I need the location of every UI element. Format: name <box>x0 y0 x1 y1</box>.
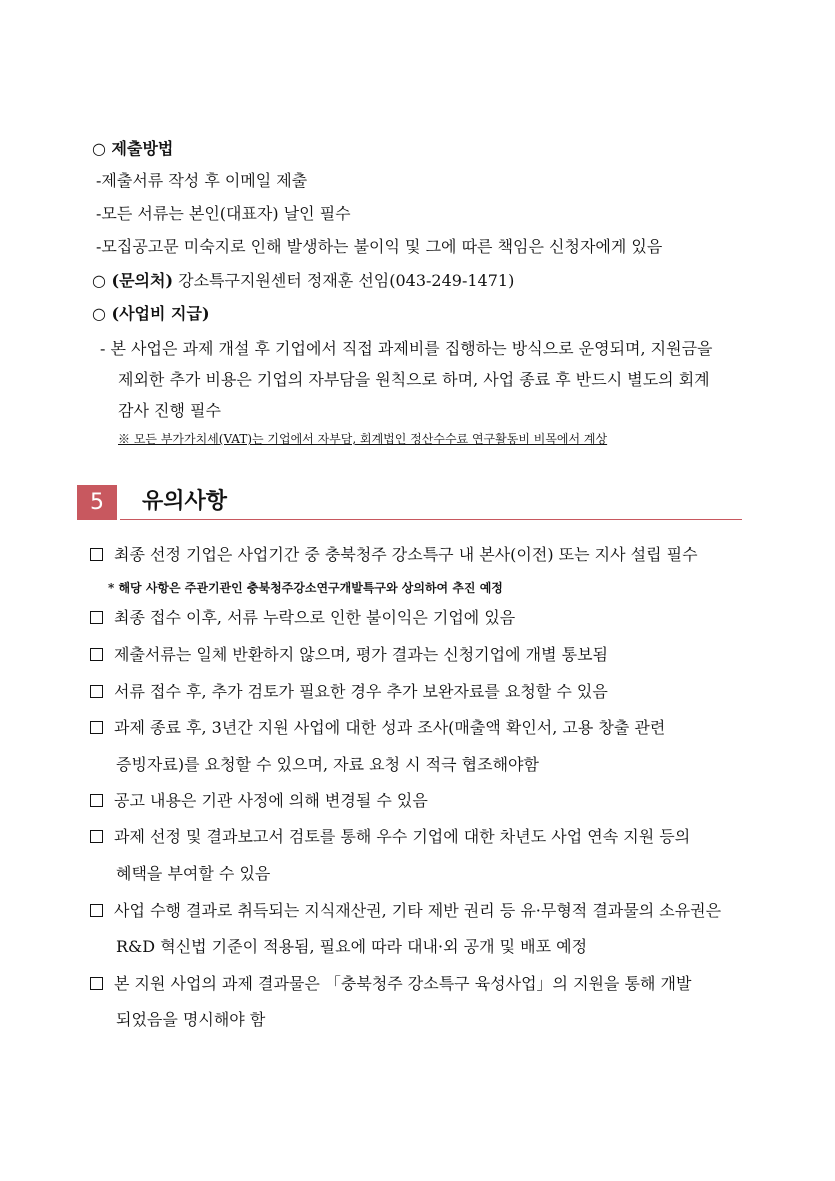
notice-item <box>90 973 691 995</box>
notice-item <box>90 607 515 629</box>
funding-line: - 본 사업은 과제 개설 후 기업에서 직접 과제비를 집행하는 방식으로 운영되며, 지원금을 <box>100 339 713 358</box>
notice-text: 과제 선정 및 결과보고서 검토를 통해 우수 기업에 대한 차년도 사업 연속 지원 등의 <box>114 827 691 846</box>
notice-item <box>90 681 608 703</box>
notice-item <box>90 826 690 848</box>
checkbox-icon <box>90 721 103 734</box>
submission-heading: ○ 제출방법 <box>92 139 174 158</box>
notice-text: 제출서류는 일체 반환하지 않으며, 평가 결과는 신청기업에 개별 통보됨 <box>114 645 608 664</box>
checkbox-icon <box>90 830 103 843</box>
checkbox-icon <box>90 548 103 561</box>
checkbox-icon <box>90 685 103 698</box>
notice-continuation: 혜택을 부여할 수 있음 <box>116 864 271 883</box>
funding-heading: ○ (사업비 지급) <box>92 304 210 323</box>
checkbox-icon <box>90 904 103 917</box>
funding-line: 제외한 추가 비용은 기업의 자부담을 원칙으로 하며, 사업 종료 후 반드시 별도의 회계 <box>118 370 710 389</box>
notice-text: 과제 종료 후, 3년간 지원 사업에 대한 성과 조사(매출액 확인서, 고용 창출 관련 <box>114 718 666 737</box>
notice-text: 본 지원 사업의 과제 결과물은 「충북청주 강소특구 육성사업」의 지원을 통해 개발 <box>114 974 692 993</box>
notice-item <box>90 790 428 812</box>
checkbox-icon <box>90 611 103 624</box>
contact-line <box>92 270 514 292</box>
notice-text: 최종 선정 기업은 사업기간 중 충북청주 강소특구 내 본사(이전) 또는 지사 설립 필수 <box>114 545 698 564</box>
funding-note: ※ 모든 부가가치세(VAT)는 기업에서 자부담, 회계법인 정산수수료 연구활동비 비목에서 계상 <box>118 432 608 446</box>
notice-text: 사업 수행 결과로 취득되는 지식재산권, 기타 제반 권리 등 유·무형적 결과물의 소유권은 <box>114 901 722 920</box>
notice-item <box>90 717 665 739</box>
section-title: 유의사항 <box>142 489 228 514</box>
notice-text: 최종 접수 이후, 서류 누락으로 인한 불이익은 기업에 있음 <box>114 608 516 627</box>
section-divider <box>120 519 742 520</box>
notice-continuation: 되었음을 명시해야 함 <box>116 1010 266 1029</box>
contact-text: 강소특구지원센터 정재훈 선임(043-249-1471) <box>173 271 515 290</box>
submission-item: -모집공고문 미숙지로 인해 발생하는 불이익 및 그에 따른 책임은 신청자에게 있음 <box>96 237 663 256</box>
contact-label: ○ (문의처) <box>92 271 174 290</box>
notice-continuation: R&D 혁신법 기준이 적용됨, 필요에 따라 대내·외 공개 및 배포 예정 <box>116 937 588 956</box>
checkbox-icon <box>90 648 103 661</box>
notice-item <box>90 900 721 922</box>
checkbox-icon <box>90 977 103 990</box>
submission-item: -모든 서류는 본인(대표자) 날인 필수 <box>96 204 351 223</box>
notice-subnote: * 해당 사항은 주관기관인 충북청주강소연구개발특구와 상의하여 추진 예정 <box>108 581 503 595</box>
notice-text: 서류 접수 후, 추가 검토가 필요한 경우 추가 보완자료를 요청할 수 있음 <box>114 682 608 701</box>
notice-text: 공고 내용은 기관 사정에 의해 변경될 수 있음 <box>114 791 428 810</box>
checkbox-icon <box>90 794 103 807</box>
submission-item: -제출서류 작성 후 이메일 제출 <box>96 171 308 190</box>
notice-item <box>90 644 608 666</box>
funding-line: 감사 진행 필수 <box>118 401 221 420</box>
section-number: 5 <box>77 485 117 520</box>
notice-item <box>90 544 698 566</box>
notice-continuation: 증빙자료)를 요청할 수 있으며, 자료 요청 시 적극 협조해야함 <box>116 755 539 774</box>
